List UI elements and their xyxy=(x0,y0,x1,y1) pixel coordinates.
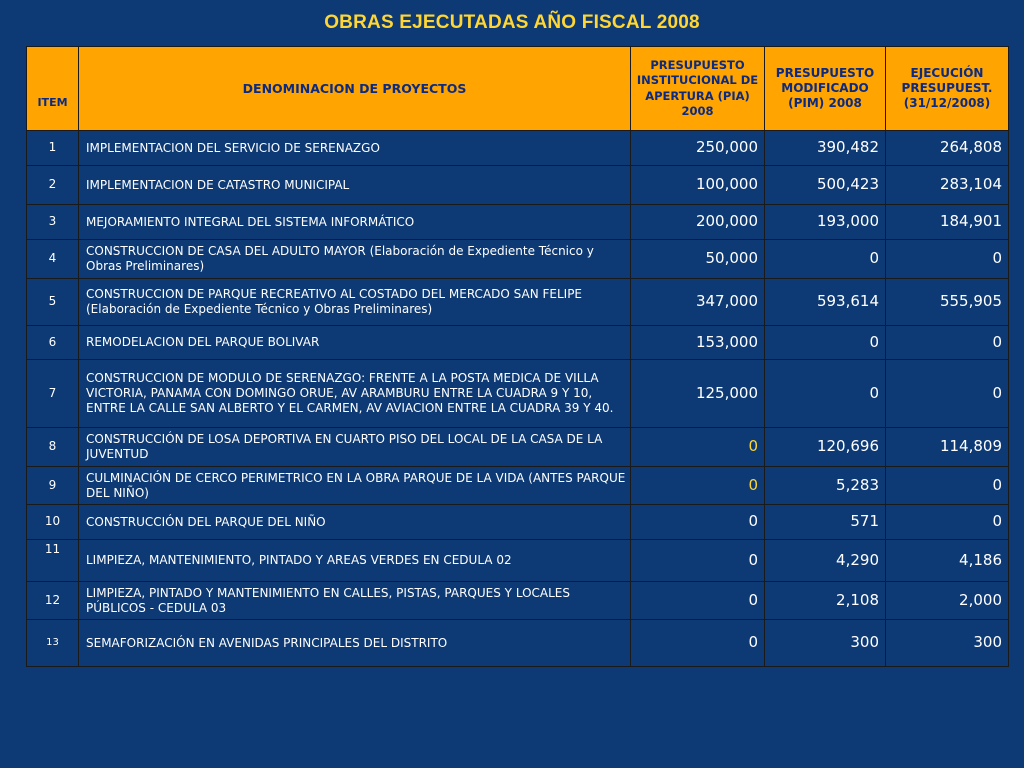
row-description: CONSTRUCCION DE MODULO DE SERENAZGO: FRENTE A LA POSTA MEDICA DE VILLA VICTORIA, PANAMA CON DOMINGO ORUE, AV ARAMBURU ENTRE LA CUADRA 9 Y 10, ENTRE LA CALLE SAN ALBERTO Y EL CARMEN, AV AVIACION ENTRE LA CUADRA 39 Y 40. xyxy=(79,360,631,428)
row-description: IMPLEMENTACION DE CATASTRO MUNICIPAL xyxy=(79,166,631,205)
row-description: IMPLEMENTACION DEL SERVICIO DE SERENAZGO xyxy=(79,131,631,166)
column-header-pim: PRESUPUESTO MODIFICADO (PIM) 2008 xyxy=(765,47,886,131)
row-pia: 125,000 xyxy=(631,360,765,428)
row-pim: 571 xyxy=(765,505,886,540)
row-description: CONSTRUCCION DE PARQUE RECREATIVO AL COSTADO DEL MERCADO SAN FELIPE (Elaboración de Expediente Técnico y Obras Preliminares) xyxy=(79,279,631,326)
row-pia: 347,000 xyxy=(631,279,765,326)
row-item: 12 xyxy=(27,582,79,620)
row-pia: 50,000 xyxy=(631,240,765,279)
row-item: 8 xyxy=(27,428,79,467)
row-pia: 0 xyxy=(631,620,765,667)
row-description: REMODELACION DEL PARQUE BOLIVAR xyxy=(79,326,631,360)
table-row xyxy=(27,166,1009,205)
row-item: 4 xyxy=(27,240,79,279)
table-row xyxy=(27,620,1009,667)
row-pim: 300 xyxy=(765,620,886,667)
row-item: 1 xyxy=(27,131,79,166)
table-row xyxy=(27,205,1009,240)
row-pim: 593,614 xyxy=(765,279,886,326)
row-pim: 4,290 xyxy=(765,540,886,582)
row-ejecucion: 283,104 xyxy=(886,166,1009,205)
row-pia: 0 xyxy=(631,428,765,467)
column-header-denominacion: DENOMINACION DE PROYECTOS xyxy=(79,47,631,131)
row-description: SEMAFORIZACIÓN EN AVENIDAS PRINCIPALES DEL DISTRITO xyxy=(79,620,631,667)
row-ejecucion: 264,808 xyxy=(886,131,1009,166)
row-pia: 0 xyxy=(631,505,765,540)
table-row xyxy=(27,467,1009,505)
row-pia: 153,000 xyxy=(631,326,765,360)
row-pim: 120,696 xyxy=(765,428,886,467)
column-header-item: ITEM xyxy=(27,47,79,131)
column-header-ejecucion: EJECUCIÓN PRESUPUEST. (31/12/2008) xyxy=(886,47,1009,131)
row-ejecucion: 300 xyxy=(886,620,1009,667)
row-item: 11 xyxy=(27,540,79,582)
row-item: 13 xyxy=(27,620,79,667)
row-description: LIMPIEZA, PINTADO Y MANTENIMIENTO EN CALLES, PISTAS, PARQUES Y LOCALES PÚBLICOS - CEDULA 03 xyxy=(79,582,631,620)
row-item: 7 xyxy=(27,360,79,428)
row-pia: 100,000 xyxy=(631,166,765,205)
page-title: OBRAS EJECUTADAS AÑO FISCAL 2008 xyxy=(324,12,700,33)
table-row xyxy=(27,428,1009,467)
row-pim: 193,000 xyxy=(765,205,886,240)
row-pim: 5,283 xyxy=(765,467,886,505)
row-item: 2 xyxy=(27,166,79,205)
row-pim: 0 xyxy=(765,240,886,279)
row-ejecucion: 0 xyxy=(886,505,1009,540)
row-description: LIMPIEZA, MANTENIMIENTO, PINTADO Y AREAS VERDES EN CEDULA 02 xyxy=(79,540,631,582)
row-pim: 0 xyxy=(765,360,886,428)
column-header-pia: PRESUPUESTO INSTITUCIONAL DE APERTURA (PIA) 2008 xyxy=(631,47,765,131)
row-ejecucion: 0 xyxy=(886,240,1009,279)
row-ejecucion: 0 xyxy=(886,467,1009,505)
row-description: CONSTRUCCIÓN DE LOSA DEPORTIVA EN CUARTO PISO DEL LOCAL DE LA CASA DE LA JUVENTUD xyxy=(79,428,631,467)
row-item: 9 xyxy=(27,467,79,505)
row-ejecucion: 4,186 xyxy=(886,540,1009,582)
projects-table xyxy=(26,46,1009,667)
table-row xyxy=(27,505,1009,540)
row-pia: 0 xyxy=(631,582,765,620)
row-ejecucion: 555,905 xyxy=(886,279,1009,326)
row-item: 10 xyxy=(27,505,79,540)
row-description: CONSTRUCCIÓN DEL PARQUE DEL NIÑO xyxy=(79,505,631,540)
row-ejecucion: 114,809 xyxy=(886,428,1009,467)
table-row xyxy=(27,240,1009,279)
row-pia: 0 xyxy=(631,467,765,505)
row-ejecucion: 0 xyxy=(886,360,1009,428)
table-row xyxy=(27,360,1009,428)
table-row xyxy=(27,326,1009,360)
row-description: CONSTRUCCION DE CASA DEL ADULTO MAYOR (Elaboración de Expediente Técnico y Obras Preliminares) xyxy=(79,240,631,279)
row-pia: 0 xyxy=(631,540,765,582)
table-row xyxy=(27,131,1009,166)
row-ejecucion: 184,901 xyxy=(886,205,1009,240)
row-pim: 2,108 xyxy=(765,582,886,620)
row-pim: 500,423 xyxy=(765,166,886,205)
header-row xyxy=(27,47,1009,131)
row-description: CULMINACIÓN DE CERCO PERIMETRICO EN LA OBRA PARQUE DE LA VIDA (ANTES PARQUE DEL NIÑO) xyxy=(79,467,631,505)
table-row xyxy=(27,279,1009,326)
row-description: MEJORAMIENTO INTEGRAL DEL SISTEMA INFORMÁTICO xyxy=(79,205,631,240)
row-pia: 200,000 xyxy=(631,205,765,240)
table-row xyxy=(27,582,1009,620)
row-pim: 390,482 xyxy=(765,131,886,166)
row-item: 5 xyxy=(27,279,79,326)
table-row xyxy=(27,540,1009,582)
row-item: 3 xyxy=(27,205,79,240)
row-pia: 250,000 xyxy=(631,131,765,166)
row-ejecucion: 0 xyxy=(886,326,1009,360)
row-ejecucion: 2,000 xyxy=(886,582,1009,620)
row-item: 6 xyxy=(27,326,79,360)
row-pim: 0 xyxy=(765,326,886,360)
